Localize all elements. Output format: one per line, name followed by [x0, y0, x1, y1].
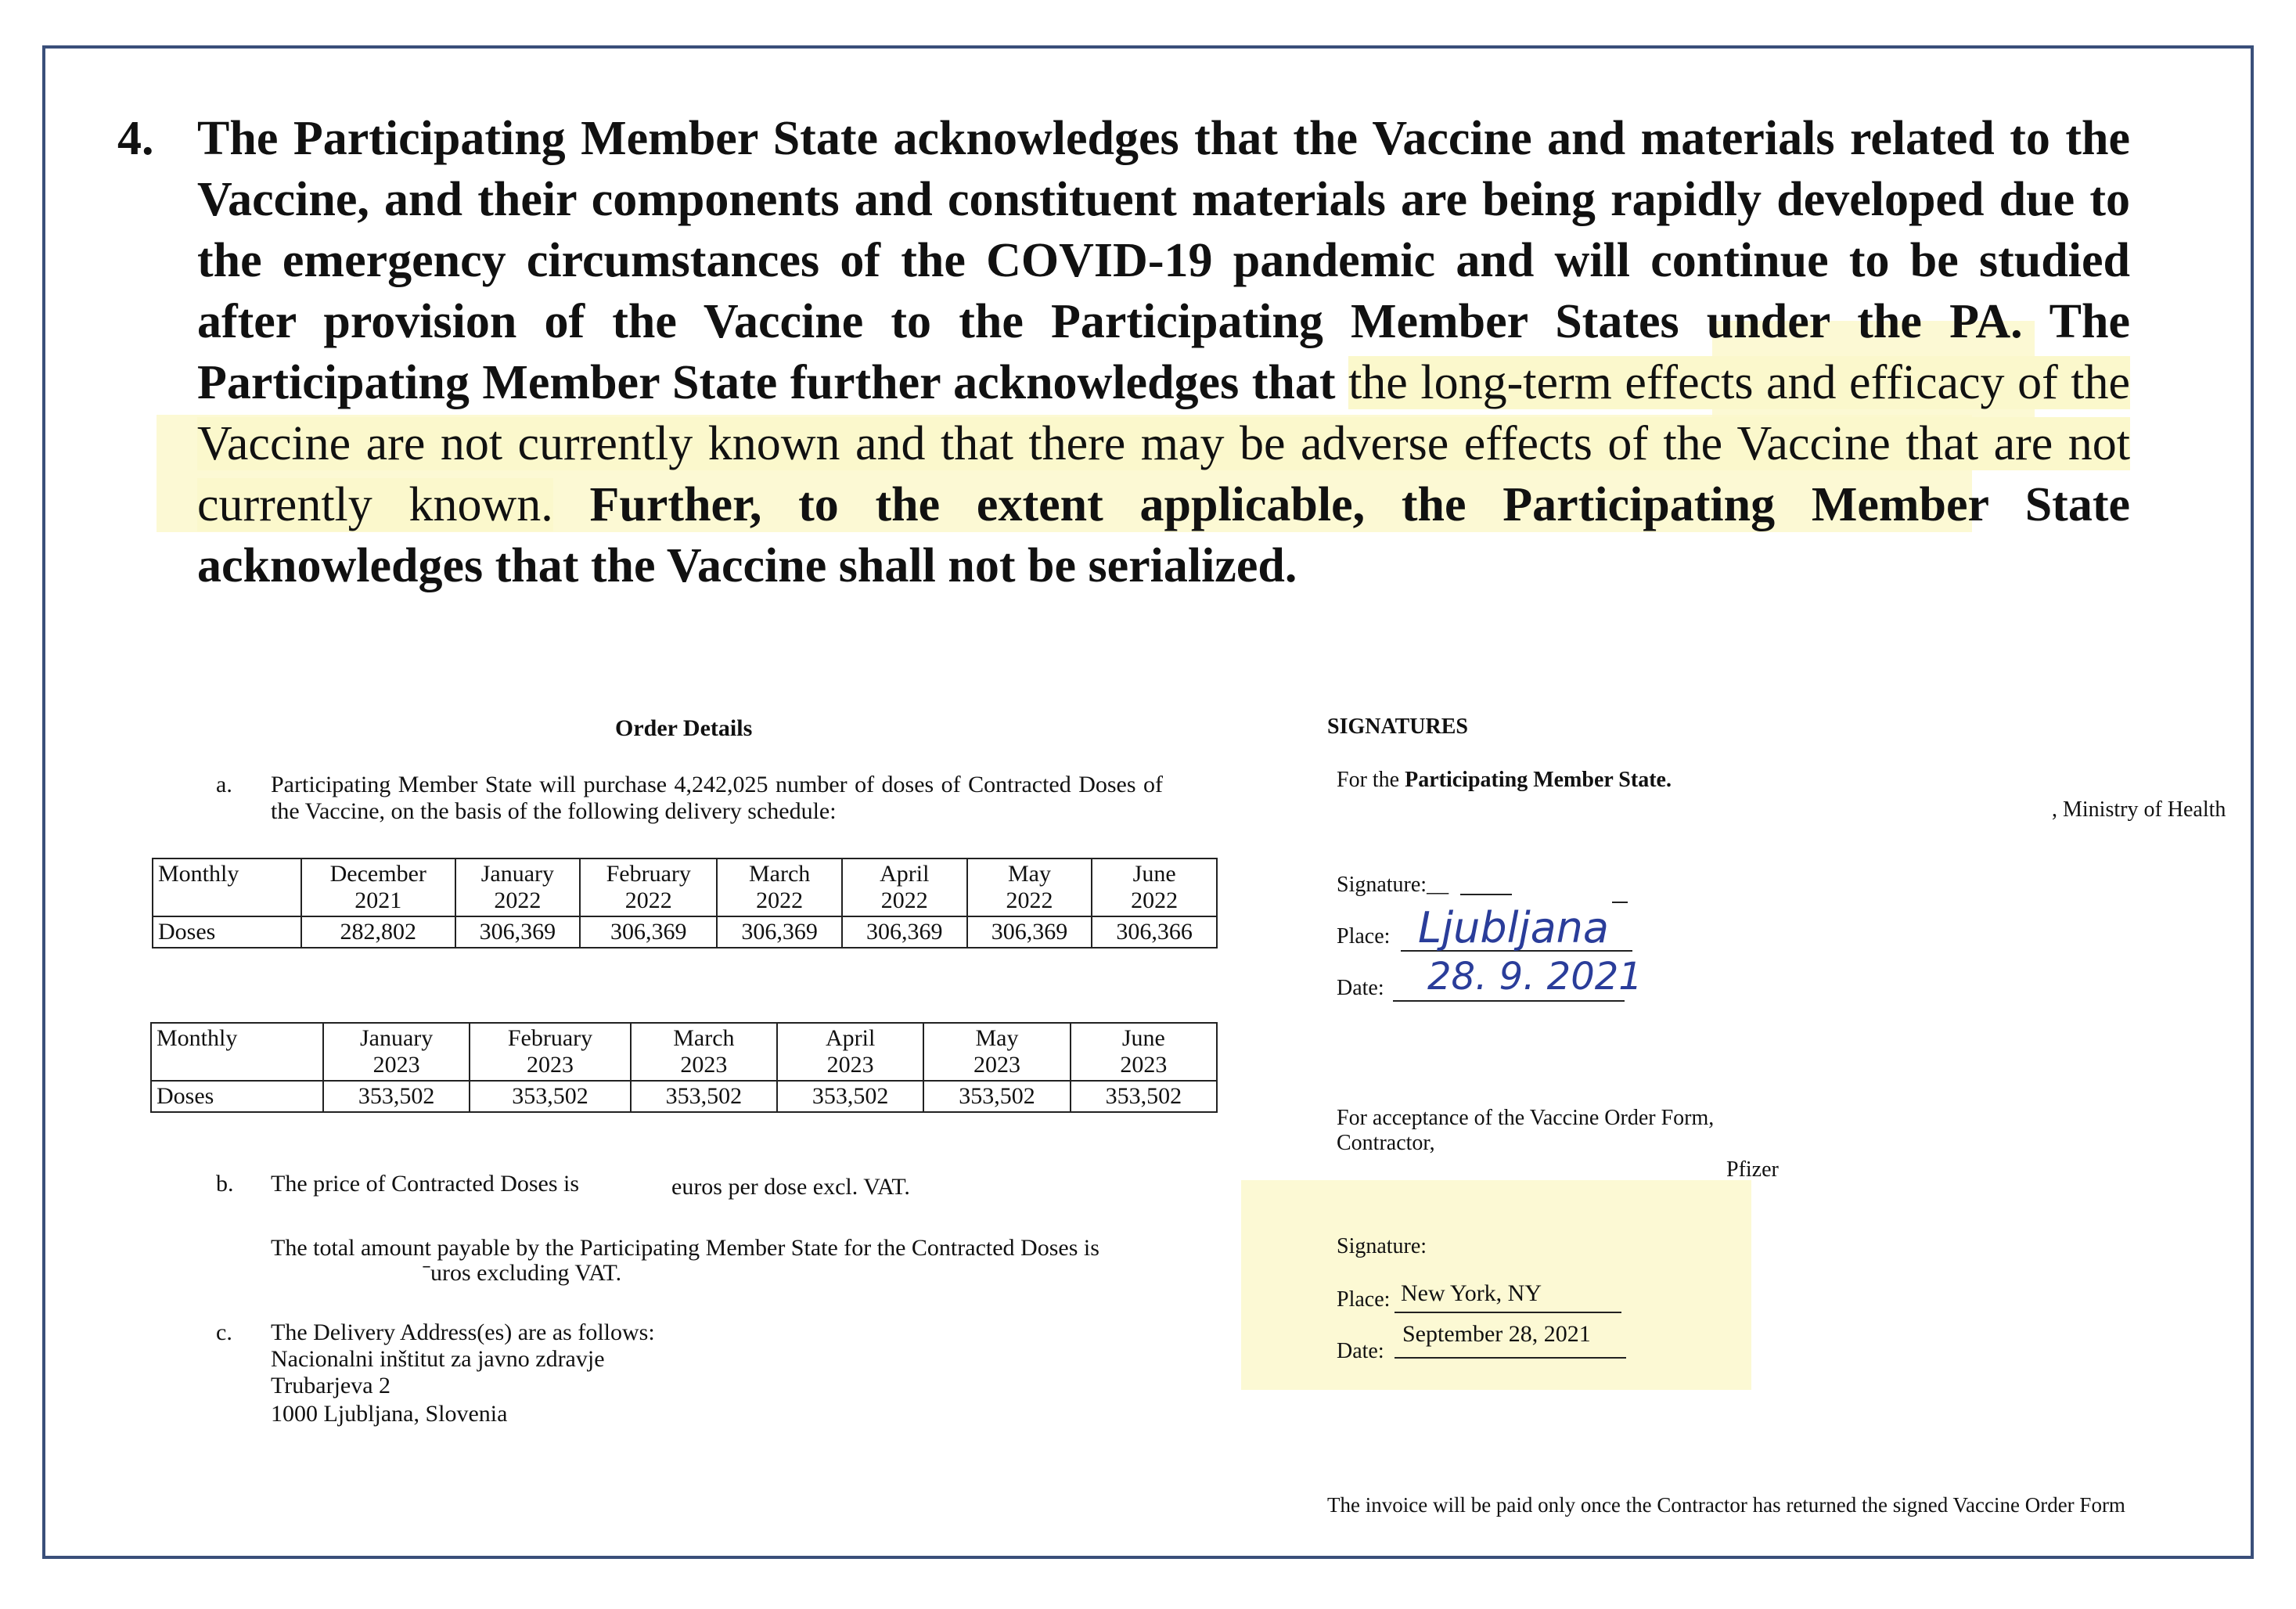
table-cell-doses: 282,802 — [301, 916, 455, 948]
state-signature-dash — [1460, 894, 1512, 895]
table-cell-month: February 2022 — [580, 858, 717, 916]
acceptance-text: For acceptance of the Vaccine Order Form, — [1337, 1106, 1715, 1130]
state-date-label: Date: — [1337, 976, 1384, 1000]
clause-number: 4. — [117, 112, 154, 165]
contractor-date-line — [1395, 1357, 1626, 1359]
table-cell-month: May 2022 — [967, 858, 1092, 916]
contractor-date-label: Date: — [1337, 1339, 1384, 1363]
item-b-total-text: The total amount payable by the Participating Member State for the Contracted Doses is — [271, 1235, 1099, 1261]
table-cell-doses: 306,369 — [455, 916, 581, 948]
table-cell-doses: 306,366 — [1092, 916, 1217, 948]
signatures-heading: SIGNATURES — [1327, 715, 1468, 739]
table-row — [153, 916, 1217, 948]
state-date-handwritten: 28. 9. 2021 — [1427, 955, 1643, 999]
state-signature-label: Signature:__ — [1337, 873, 1449, 897]
row-header-monthly: Monthly — [151, 1023, 323, 1081]
table-cell-month: May 2023 — [923, 1023, 1070, 1081]
table-cell-doses: 353,502 — [470, 1081, 630, 1112]
table-cell-month: March 2022 — [717, 858, 842, 916]
item-c-text: The Delivery Address(es) are as follows: — [271, 1319, 655, 1345]
delivery-schedule-2023 — [150, 1022, 1218, 1113]
table-cell-doses: 306,369 — [967, 916, 1092, 948]
table-cell-doses: 306,369 — [842, 916, 967, 948]
contractor-date-value: September 28, 2021 — [1402, 1321, 1591, 1347]
clause-text-part-b: Further, to the extent applicable, the Participating Member State acknowledges that the Vaccine shall not be serialized. — [197, 478, 2130, 592]
row-header-doses: Doses — [151, 1081, 323, 1112]
invoice-footer-note: The invoice will be paid only once the Contractor has returned the signed Vaccine Order Form — [1327, 1493, 2125, 1517]
item-c-label: c. — [216, 1319, 232, 1345]
delivery-schedule-2021-2022 — [152, 858, 1218, 948]
table-row — [151, 1023, 1217, 1081]
contractor-label: Contractor, — [1337, 1131, 1435, 1155]
delivery-address-line: 1000 Ljubljana, Slovenia — [271, 1401, 508, 1427]
item-b-price-text: The price of Contracted Doses is — [271, 1171, 580, 1197]
clause-text — [197, 108, 2130, 596]
delivery-address-line: Trubarjeva 2 — [271, 1373, 391, 1398]
contractor-signature-label: Signature: — [1337, 1234, 1427, 1258]
table-cell-doses: 353,502 — [323, 1081, 470, 1112]
table-cell-month: January 2023 — [323, 1023, 470, 1081]
table-cell-month: February 2023 — [470, 1023, 630, 1081]
item-b-total-unit: ˉuros excluding VAT. — [423, 1260, 622, 1286]
table-cell-doses: 306,369 — [717, 916, 842, 948]
contractor-place-value: New York, NY — [1401, 1280, 1542, 1306]
for-participating-member-state: For the Participating Member State. — [1337, 768, 1672, 792]
contractor-place-label: Place: — [1337, 1287, 1391, 1312]
row-header-doses: Doses — [153, 916, 301, 948]
table-cell-month: June 2023 — [1071, 1023, 1217, 1081]
item-a-text: Participating Member State will purchase 4,242,025 number of doses of Contracted Doses of the Vaccine, on the basis of the following delivery schedule: — [271, 772, 1163, 824]
table-cell-month: December 2021 — [301, 858, 455, 916]
clause-text-highlighted: the long-term effects and efficacy of the Vaccine are not currently known and that there may be adverse effects of the Vaccine that are not currently known. — [197, 356, 2131, 531]
table-cell-doses: 353,502 — [777, 1081, 923, 1112]
order-details-heading: Order Details — [615, 715, 753, 741]
ministry-of-health: , Ministry of Health — [2052, 797, 2226, 822]
table-cell-doses: 353,502 — [631, 1081, 777, 1112]
table-cell-month: March 2023 — [631, 1023, 777, 1081]
state-place-handwritten: Ljubljana — [1418, 903, 1610, 952]
contractor-place-line — [1395, 1312, 1621, 1313]
table-cell-doses: 353,502 — [1071, 1081, 1217, 1112]
table-cell-month: April 2022 — [842, 858, 967, 916]
state-signature-dash — [1612, 902, 1628, 903]
row-header-monthly: Monthly — [153, 858, 301, 916]
table-cell-doses: 353,502 — [923, 1081, 1070, 1112]
table-cell-doses: 306,369 — [580, 916, 717, 948]
item-a-label: a. — [216, 772, 232, 797]
state-place-label: Place: — [1337, 924, 1391, 948]
delivery-address-line: Nacionalni inštitut za javno zdravje — [271, 1346, 605, 1372]
contractor-name: Pfizer — [1726, 1157, 1779, 1182]
state-date-line — [1393, 1000, 1625, 1002]
clause-text-part-a: The Participating Member State acknowledges that the Vaccine and materials related to the Vaccine, and their components and constituent materials are being rapidly developed due to the emergency circumstances of the COVID-19 pandemic and will continue to be studied after provision of the Vaccine to the Participating Member States under the PA. The Participating Member State further acknowledges that — [197, 112, 2130, 409]
item-b-label: b. — [216, 1171, 234, 1197]
table-cell-month: June 2022 — [1092, 858, 1217, 916]
table-row — [151, 1081, 1217, 1112]
table-cell-month: April 2023 — [777, 1023, 923, 1081]
item-b-price-unit: euros per dose excl. VAT. — [671, 1174, 910, 1200]
table-row — [153, 858, 1217, 916]
table-cell-month: January 2022 — [455, 858, 581, 916]
